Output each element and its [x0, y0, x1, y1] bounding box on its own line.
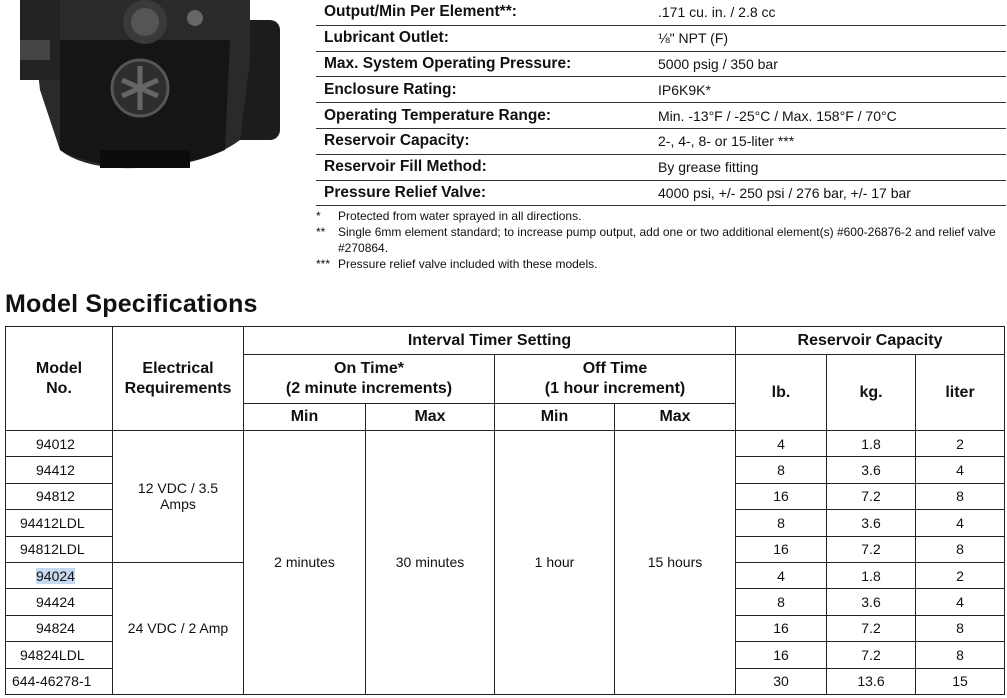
spec-value: Min. -13°F / -25°C / Max. 158°F / 70°C	[650, 103, 1006, 129]
reservoir-liter: 4	[916, 589, 1005, 615]
spec-value: 2-, 4-, 8- or 15-liter ***	[650, 128, 1006, 154]
spec-row	[316, 77, 1006, 103]
reservoir-kg: 1.8	[827, 431, 916, 457]
reservoir-lb: 16	[736, 642, 827, 668]
model-specifications-table	[5, 326, 1005, 695]
spec-row	[316, 51, 1006, 77]
model-number: 94412LDL	[6, 510, 113, 536]
spec-label: Reservoir Capacity:	[316, 128, 650, 154]
reservoir-lb: 30	[736, 668, 827, 694]
section-title: Model Specifications	[5, 290, 258, 318]
spec-value: ⅛" NPT (F)	[650, 25, 1006, 51]
reservoir-liter: 2	[916, 431, 1005, 457]
spec-row	[316, 128, 1006, 154]
reservoir-lb: 16	[736, 536, 827, 562]
reservoir-liter: 8	[916, 642, 1005, 668]
spec-row	[316, 0, 1006, 25]
spec-value: .171 cu. in. / 2.8 cc	[650, 0, 1006, 25]
footnote	[316, 256, 996, 272]
reservoir-lb: 4	[736, 562, 827, 588]
model-number: 94012	[6, 431, 113, 457]
spec-label: Reservoir Fill Method:	[316, 154, 650, 180]
reservoir-kg: 3.6	[827, 510, 916, 536]
reservoir-liter: 15	[916, 668, 1005, 694]
product-photo	[0, 0, 290, 200]
model-number: 644-46278-1	[6, 668, 113, 694]
footnotes	[316, 208, 996, 272]
spec-label: Enclosure Rating:	[316, 77, 650, 103]
model-number: 94824	[6, 615, 113, 641]
table-row	[6, 431, 1005, 457]
header-on-min: Min	[244, 404, 366, 431]
footnote-text: Protected from water sprayed in all directions.	[338, 209, 582, 223]
footnote-text: Pressure relief valve included with these models.	[338, 257, 598, 271]
off-time-min: 1 hour	[495, 431, 615, 695]
spec-row	[316, 25, 1006, 51]
header-model-no: Model No.	[6, 327, 113, 431]
reservoir-liter: 8	[916, 483, 1005, 509]
footnote-mark: ***	[316, 257, 331, 271]
pump-image	[0, 0, 290, 200]
model-number	[6, 562, 113, 588]
header-kg: kg.	[827, 355, 916, 431]
spec-row	[316, 154, 1006, 180]
header-on-max: Max	[366, 404, 495, 431]
header-interval-timer: Interval Timer Setting	[244, 327, 736, 355]
header-off-min: Min	[495, 404, 615, 431]
electrical-requirement: 24 VDC / 2 Amp	[113, 562, 244, 694]
spec-value: 5000 psig / 350 bar	[650, 51, 1006, 77]
reservoir-liter: 4	[916, 457, 1005, 483]
spec-value: IP6K9K*	[650, 77, 1006, 103]
model-number: 94812LDL	[6, 536, 113, 562]
model-number: 94812	[6, 483, 113, 509]
reservoir-lb: 8	[736, 457, 827, 483]
header-liter: liter	[916, 355, 1005, 431]
header-electrical: Electrical Requirements	[113, 327, 244, 431]
model-number: 94412	[6, 457, 113, 483]
reservoir-kg: 7.2	[827, 483, 916, 509]
on-time-max: 30 minutes	[366, 431, 495, 695]
electrical-requirement: 12 VDC / 3.5 Amps	[113, 431, 244, 563]
reservoir-lb: 16	[736, 483, 827, 509]
header-off-max: Max	[615, 404, 736, 431]
header-lb: lb.	[736, 355, 827, 431]
spec-label: Max. System Operating Pressure:	[316, 51, 650, 77]
reservoir-kg: 3.6	[827, 457, 916, 483]
off-time-max: 15 hours	[615, 431, 736, 695]
spec-row	[316, 103, 1006, 129]
spec-label: Operating Temperature Range:	[316, 103, 650, 129]
reservoir-kg: 7.2	[827, 615, 916, 641]
spec-value: By grease fitting	[650, 154, 1006, 180]
footnote	[316, 208, 996, 224]
spec-value: 4000 psi, +/- 250 psi / 276 bar, +/- 17 bar	[650, 180, 1006, 206]
model-number: 94424	[6, 589, 113, 615]
footnote-text: Single 6mm element standard; to increase pump output, add one or two additional element(s) #600-26876-2 and relief valve #270864.	[338, 225, 996, 255]
reservoir-kg: 1.8	[827, 562, 916, 588]
reservoir-lb: 8	[736, 510, 827, 536]
spec-row	[316, 180, 1006, 206]
reservoir-kg: 7.2	[827, 536, 916, 562]
reservoir-lb: 8	[736, 589, 827, 615]
reservoir-liter: 2	[916, 562, 1005, 588]
spec-label: Pressure Relief Valve:	[316, 180, 650, 206]
reservoir-liter: 8	[916, 615, 1005, 641]
header-off-time: Off Time (1 hour increment)	[495, 355, 736, 404]
reservoir-liter: 4	[916, 510, 1005, 536]
header-on-time: On Time* (2 minute increments)	[244, 355, 495, 404]
spec-table	[316, 0, 1006, 206]
reservoir-lb: 4	[736, 431, 827, 457]
reservoir-kg: 13.6	[827, 668, 916, 694]
model-number-highlight: 94024	[36, 567, 75, 584]
reservoir-lb: 16	[736, 615, 827, 641]
spec-label: Lubricant Outlet:	[316, 25, 650, 51]
header-reservoir-capacity: Reservoir Capacity	[736, 327, 1005, 355]
model-number: 94824LDL	[6, 642, 113, 668]
footnote-mark: **	[316, 225, 326, 239]
reservoir-liter: 8	[916, 536, 1005, 562]
reservoir-kg: 3.6	[827, 589, 916, 615]
footnote	[316, 224, 996, 256]
footnote-mark: *	[316, 209, 321, 223]
spec-label: Output/Min Per Element**:	[316, 0, 650, 25]
reservoir-kg: 7.2	[827, 642, 916, 668]
on-time-min: 2 minutes	[244, 431, 366, 695]
